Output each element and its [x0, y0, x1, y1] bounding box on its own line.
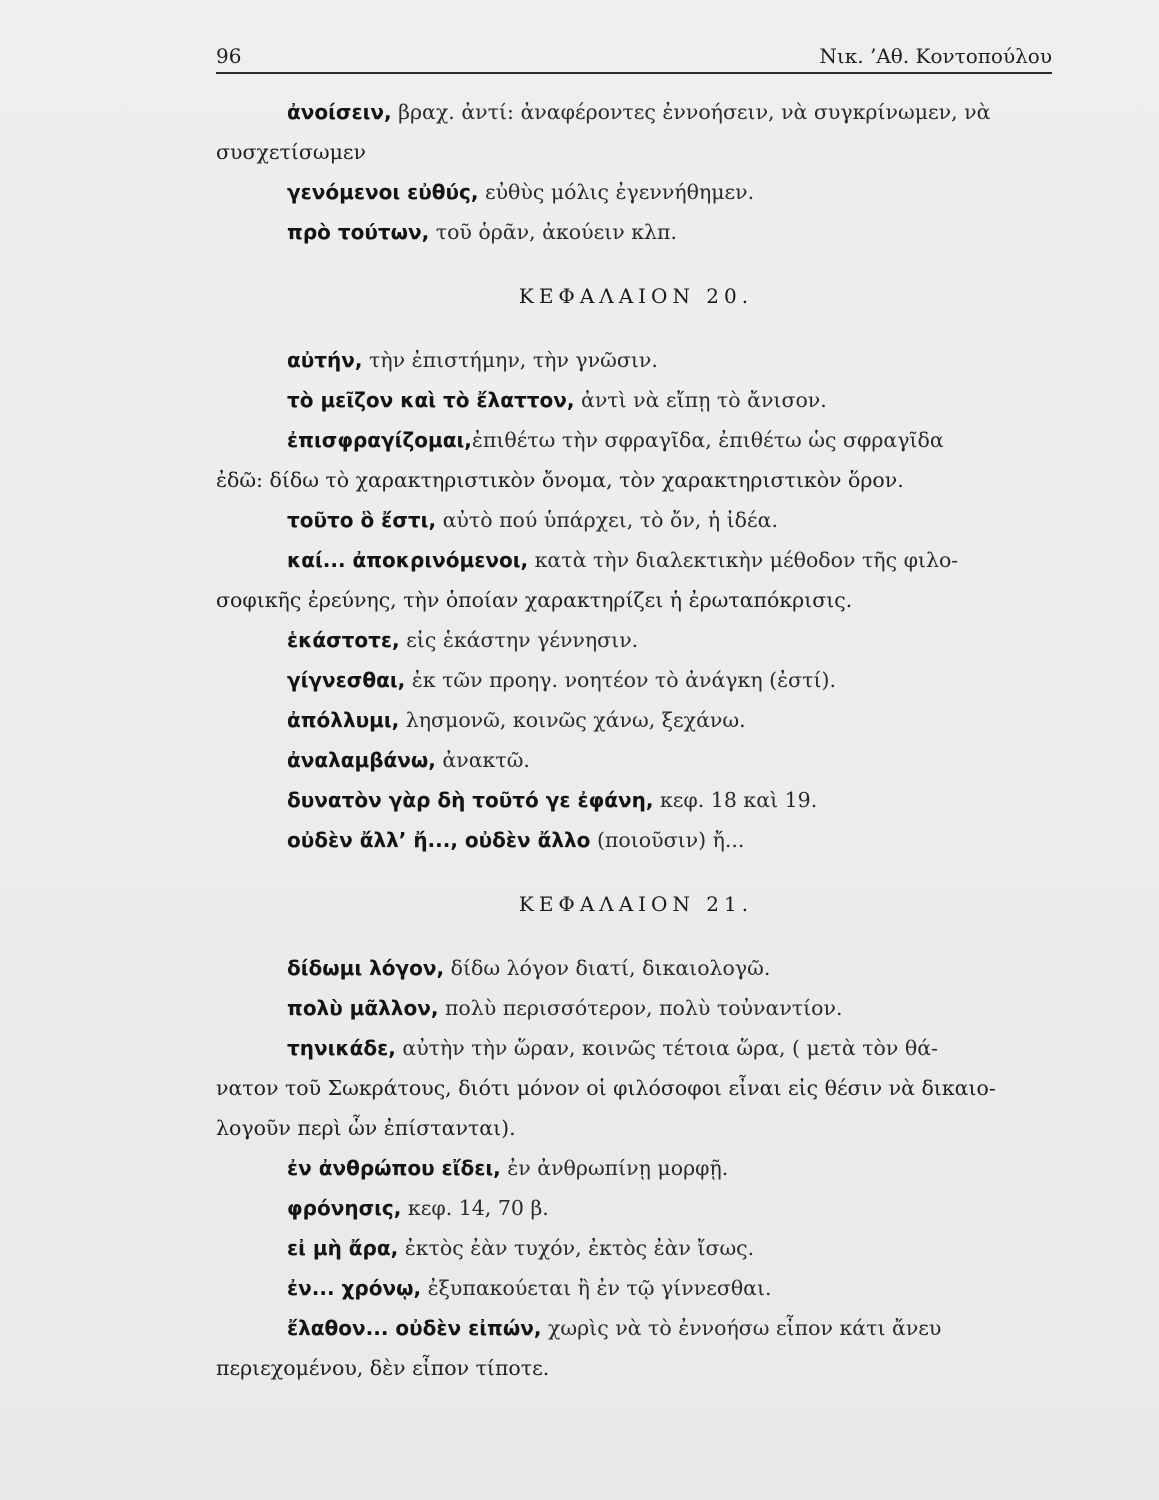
entry-term: ἐπισφραγίζομαι,: [287, 428, 472, 452]
entry-term: γίγνεσθαι,: [287, 668, 406, 692]
entry-gloss: εἰς ἑκάστην γέννησιν.: [399, 628, 639, 652]
entry-gloss: κεφ. 18 καὶ 19.: [653, 788, 818, 812]
page-header: [216, 40, 1052, 74]
entry-term: οὐδὲν ἄλλ’ ἤ..., οὐδὲν ἄλλο: [287, 828, 591, 852]
entry-term: πολὺ μᾶλλον,: [287, 996, 439, 1020]
entry-gloss: ἀντὶ νὰ εἴπῃ τὸ ἄνισον.: [574, 388, 827, 412]
entry-term: ἐν... χρόνῳ,: [287, 1276, 422, 1300]
glossary-block-1: [216, 92, 1056, 252]
entry-gloss: τὴν ἐπιστήμην, τὴν γνῶσιν.: [362, 348, 658, 372]
glossary-entry: [216, 700, 1056, 740]
glossary-entry: [216, 1308, 1056, 1348]
entry-gloss: λησμονῶ, κοινῶς χάνω, ξεχάνω.: [399, 708, 746, 732]
entry-term: καί... ἀποκρινόμενοι,: [287, 548, 529, 572]
entry-term: γενόμενοι εὐθύς,: [287, 180, 479, 204]
page-number: 96: [216, 44, 242, 68]
entry-gloss: εὐθὺς μόλις ἐγεννήθημεν.: [478, 180, 755, 204]
entry-term: τοῦτο ὃ ἔστι,: [287, 508, 437, 532]
entry-term: ἀναλαμβάνω,: [287, 748, 436, 772]
entry-gloss: ἐπιθέτω τὴν σφραγῖδα, ἐπιθέτω ὡς σφραγῖδα: [471, 428, 944, 452]
glossary-entry: [216, 1148, 1056, 1188]
glossary-entry: [216, 172, 1056, 212]
entry-gloss: ἐκτὸς ἐὰν τυχόν, ἐκτὸς ἐὰν ἴσως.: [398, 1236, 755, 1260]
chapter-heading-21: ΚΕΦΑΛΑΙΟΝ 21.: [518, 892, 754, 916]
chapter-heading-20: ΚΕΦΑΛΑΙΟΝ 20.: [518, 284, 754, 308]
glossary-entry: [216, 1268, 1056, 1308]
entry-term: ἀπόλλυμι,: [287, 708, 400, 732]
glossary-entry: [216, 780, 1056, 820]
glossary-block-3: [216, 948, 1056, 1388]
entry-term: δίδωμι λόγον,: [287, 956, 445, 980]
glossary-entry: [216, 1028, 1056, 1068]
glossary-entry: [216, 500, 1056, 540]
glossary-entry: [216, 540, 1056, 580]
entry-continuation: λογοῦν περὶ ὧν ἐπίστανται).: [216, 1116, 516, 1140]
glossary-block-2: [216, 340, 1056, 860]
entry-continuation: συσχετίσωμεν: [216, 140, 366, 164]
glossary-entry: [216, 740, 1056, 780]
glossary-entry: [216, 1228, 1056, 1268]
entry-gloss: (ποιοῦσιν) ἤ...: [590, 828, 745, 852]
entry-gloss: ἐξυπακούεται ἢ ἐν τῷ γίννεσθαι.: [421, 1276, 772, 1300]
page-body: [216, 92, 1056, 1388]
glossary-entry: [216, 420, 1056, 460]
entry-term: τὸ μεῖζον καὶ τὸ ἔλαττον,: [287, 388, 575, 412]
glossary-entry: [216, 620, 1056, 660]
entry-term: πρὸ τούτων,: [287, 220, 430, 244]
entry-gloss: πολὺ περισσότερον, πολὺ τοὐναντίον.: [438, 996, 843, 1020]
glossary-entry: [216, 660, 1056, 700]
glossary-entry: [216, 380, 1056, 420]
glossary-entry: [216, 948, 1056, 988]
glossary-entry: [216, 820, 1056, 860]
entry-term: ἐν ἀνθρώπου εἴδει,: [287, 1156, 501, 1180]
entry-gloss: τοῦ ὁρᾶν, ἀκούειν κλπ.: [429, 220, 678, 244]
entry-continuation: νατον τοῦ Σωκράτους, διότι μόνον οἱ φιλόσοφοι εἶναι εἰς θέσιν νὰ δικαιο-: [216, 1076, 996, 1100]
glossary-entry: [216, 212, 1056, 252]
entry-term: ἀνοίσειν,: [287, 100, 392, 124]
entry-term: τηνικάδε,: [287, 1036, 396, 1060]
glossary-entry: [216, 340, 1056, 380]
glossary-entry: [216, 988, 1056, 1028]
entry-term: ἔλαθον... οὐδὲν εἰπών,: [287, 1316, 542, 1340]
entry-term: εἰ μὴ ἄρα,: [287, 1236, 399, 1260]
entry-term: φρόνησις,: [287, 1196, 402, 1220]
entry-gloss: κεφ. 14, 70 β.: [401, 1196, 549, 1220]
running-head: Νικ. ’Αθ. Κοντοπούλου: [819, 44, 1052, 68]
entry-gloss: αὐτὴν τὴν ὥραν, κοινῶς τέτοια ὥρα, ( μετὰ τὸν θά-: [395, 1036, 938, 1060]
entry-gloss: ἀνακτῶ.: [435, 748, 530, 772]
glossary-entry: [216, 92, 1056, 132]
glossary-entry: [216, 1188, 1056, 1228]
entry-term: ἑκάστοτε,: [287, 628, 400, 652]
entry-gloss: ἐκ τῶν προηγ. νοητέον τὸ ἀνάγκη (ἐστί).: [405, 668, 837, 692]
entry-continuation: ἐδῶ: δίδω τὸ χαρακτηριστικὸν ὄνομα, τὸν χαρακτηριστικὸν ὅρον.: [216, 468, 904, 492]
entry-gloss: κατὰ τὴν διαλεκτικὴν μέθοδον τῆς φιλο-: [528, 548, 959, 572]
entry-continuation: περιεχομένου, δὲν εἶπον τίποτε.: [216, 1356, 550, 1380]
entry-gloss: βραχ. ἀντί: ἀναφέροντες ἐννοήσειν, νὰ συγκρίνωμεν, νὰ: [391, 100, 991, 124]
entry-gloss: αὐτὸ πού ὑπάρχει, τὸ ὄν, ἡ ἰδέα.: [436, 508, 779, 532]
entry-term: αὐτήν,: [287, 348, 363, 372]
entry-continuation: σοφικῆς ἐρεύνης, τὴν ὁποίαν χαρακτηρίζει ἡ ἐρωταπόκρισις.: [216, 588, 853, 612]
entry-term: δυνατὸν γὰρ δὴ τοῦτό γε ἐφάνη,: [287, 788, 654, 812]
entry-gloss: δίδω λόγον διατί, δικαιολογῶ.: [444, 956, 771, 980]
entry-gloss: χωρὶς νὰ τὸ ἐννοήσω εἶπον κάτι ἄνευ: [541, 1316, 942, 1340]
entry-gloss: ἐν ἀνθρωπίνῃ μορφῇ.: [500, 1156, 729, 1180]
